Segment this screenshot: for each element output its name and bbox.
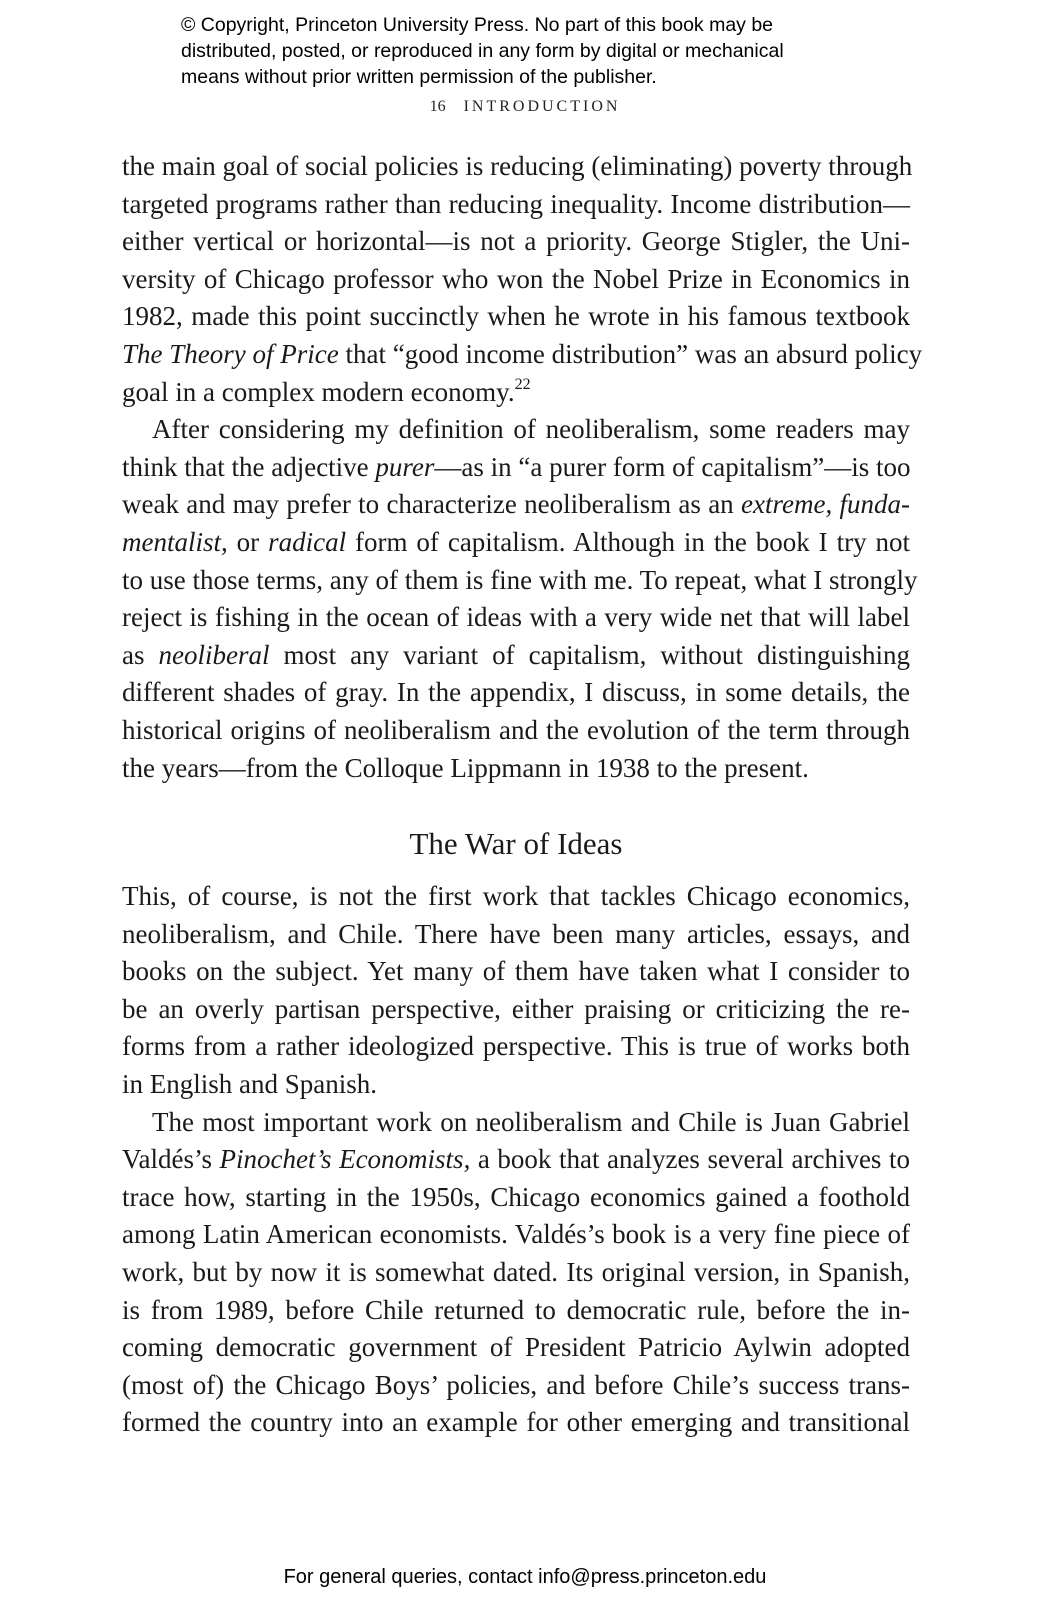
emphasis: mentalist, [122,526,228,557]
book-title: The Theory of Price [122,338,339,369]
text-line: among Latin American economists. Valdés’s book is a very fine piece of [122,1219,910,1250]
text-line: either vertical or horizontal—is not a priority. George Stigler, the Uni- [122,226,910,257]
copyright-line: © Copyright, Princeton University Press. No part of this book may be [181,14,774,36]
footnote-ref: 22 [514,375,531,393]
running-head-title: INTRODUCTION [463,98,621,115]
text-fragment: that “good income distribution” was an absurd policy [338,338,923,369]
text-fragment: or [227,526,269,557]
text-line: reject is fishing in the ocean of ideas with a very wide net that will label [122,602,910,633]
body-text [122,148,923,1442]
copyright-line: distributed, posted, or reproduced in any form by digital or mechanical [181,40,784,62]
text-line: work, but by now it is somewhat dated. Its original version, in Spanish, [122,1257,910,1288]
text-fragment: as [122,639,159,670]
page-number: 16 [429,98,446,115]
text-line: neoliberalism, and Chile. There have been many articles, essays, and [122,918,910,949]
text-line [122,1141,910,1179]
text-line: trace how, starting in the 1950s, Chicago economics gained a foothold [122,1181,910,1212]
text-line: to use those terms, any of them is fine with me. To repeat, what I strongly [122,564,918,595]
text-fragment: goal in a complex modern economy. [122,376,515,407]
text-line [122,637,910,675]
text-line: forms from a rather ideologized perspective. This is true of works both [122,1031,910,1062]
text-line: versity of Chicago professor who won the Nobel Prize in Economics in [122,263,910,294]
footer-contact: For general queries, contact info@press.princeton.edu [283,1566,767,1588]
emphasis: extreme, funda- [741,489,910,520]
copyright-notice [181,12,901,90]
running-head [0,98,1050,116]
text-line: This, of course, is not the first work that tackles Chicago economics, [122,881,910,912]
text-line: historical origins of neoliberalism and the evolution of the term through [122,714,910,745]
text-line [122,374,910,412]
text-line: is from 1989, before Chile returned to democratic rule, before the in- [122,1294,910,1325]
text-fragment: think that the adjective [122,451,376,482]
emphasis: neoliberal [158,639,270,670]
text-line: the main goal of social policies is reducing (eliminating) poverty through [122,151,913,181]
text-line: different shades of gray. In the appendix, I discuss, in some details, the [122,677,910,708]
emphasis: purer [375,451,435,482]
text-line: 1982, made this point succinctly when he wrote in his famous textbook [122,301,910,332]
text-fragment: weak and may prefer to characterize neoliberalism as an [122,489,741,520]
text-line: targeted programs rather than reducing inequality. Income distribution— [122,188,910,219]
text-line: books on the subject. Yet many of them have taken what I consider to [122,956,910,987]
section-heading: The War of Ideas [409,826,623,862]
text-line: be an overly partisan perspective, either praising or criticizing the re- [122,993,910,1024]
text-line [122,449,910,487]
text-line: in English and Spanish. [122,1069,377,1100]
text-line: the years—from the Colloque Lippmann in 1938 to the present. [122,752,809,783]
copyright-line: means without prior written permission of the publisher. [181,66,657,88]
text-line [122,336,923,374]
emphasis: radical [268,526,347,557]
text-fragment: form of capitalism. Although in the book I try not [346,526,910,557]
book-title: Pinochet’s Economists, [219,1144,471,1175]
text-line [122,524,910,562]
text-fragment: most any variant of capitalism, without distinguishing [269,639,910,670]
text-line: (most of) the Chicago Boys’ policies, and before Chile’s success trans- [122,1369,910,1400]
text-line [122,486,910,524]
text-line: formed the country into an example for other emerging and transitional [122,1407,910,1438]
text-fragment: —as in “a purer form of capitalism”—is too [434,451,911,482]
text-line: coming democratic government of President Patricio Aylwin adopted [122,1332,910,1363]
text-line: The most important work on neoliberalism and Chile is Juan Gabriel [152,1106,910,1137]
text-line: After considering my definition of neoliberalism, some readers may [152,414,910,445]
text-fragment: a book that analyzes several archives to [470,1144,910,1175]
text-fragment: Valdés’s [122,1144,220,1175]
